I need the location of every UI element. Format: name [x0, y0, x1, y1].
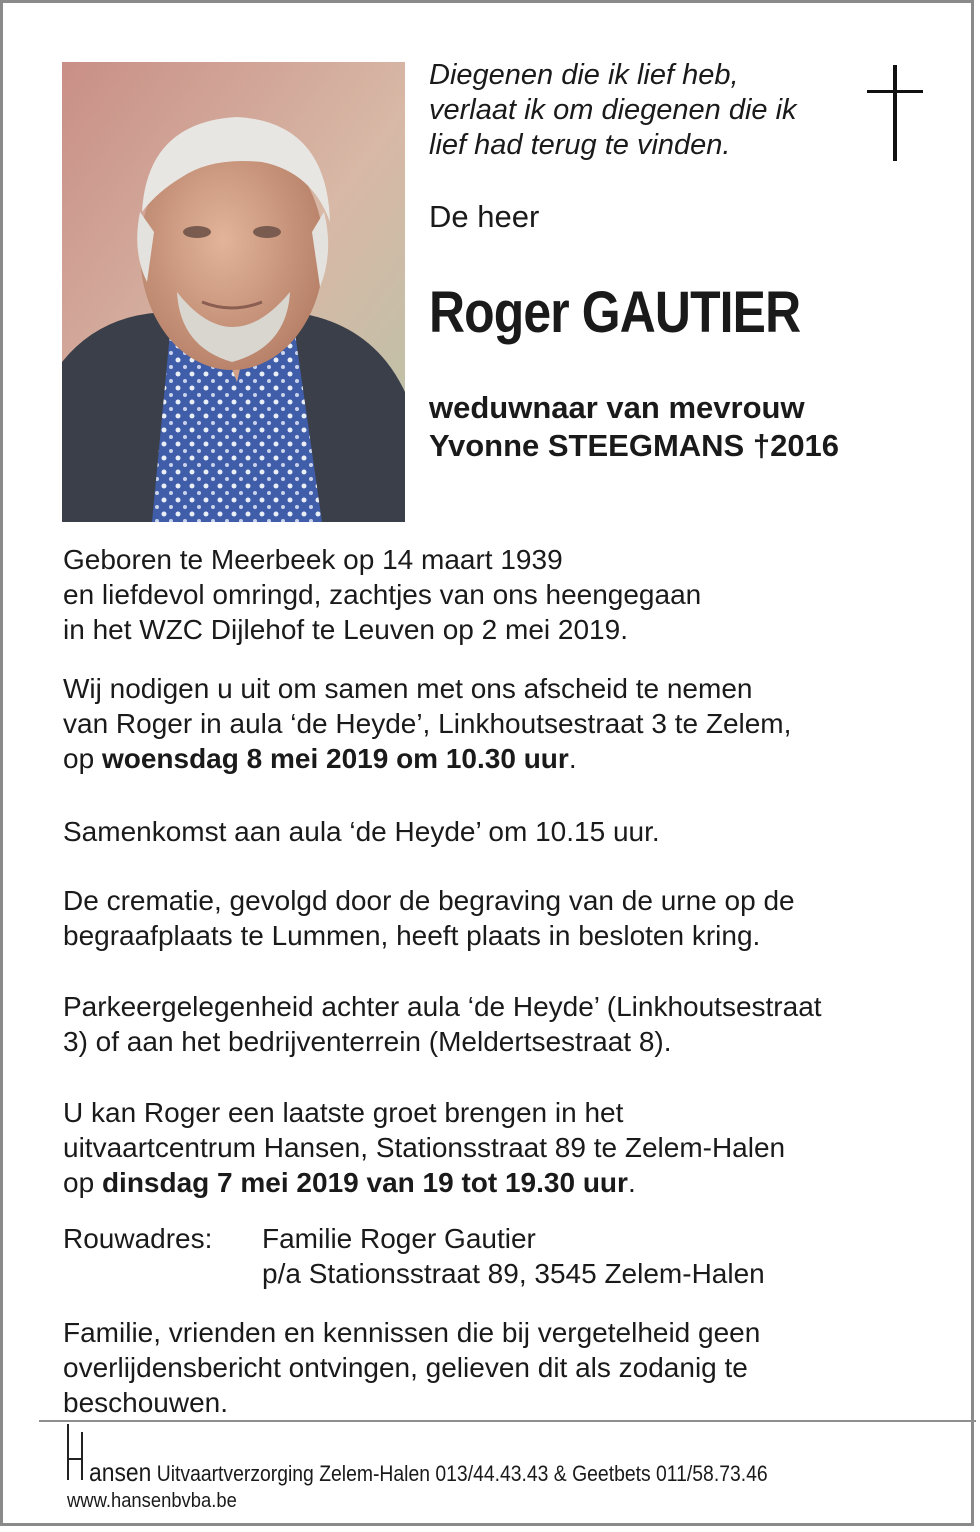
paragraph-line: Familie, vrienden en kennissen die bij vergetelheid geen: [63, 1317, 761, 1348]
farewell-datetime: woensdag 8 mei 2019 om 10.30 uur: [101, 743, 569, 774]
spouse-info: [429, 389, 839, 465]
salutation: De heer: [429, 199, 540, 234]
cremation-paragraph: [63, 883, 795, 953]
paragraph-line: Wij nodigen u uit om samen met ons afscheid te nemen: [63, 673, 753, 704]
notice-paragraph: [63, 1315, 760, 1420]
brand-name: ansen: [89, 1457, 152, 1487]
cross-icon: [867, 65, 923, 161]
paragraph-line: overlijdensbericht ontvingen, gelieven dit als zodanig te: [63, 1352, 748, 1383]
birth-death-paragraph: [63, 542, 701, 647]
paragraph-line: in het WZC Dijlehof te Leuven op 2 mei 2019.: [63, 614, 628, 645]
paragraph-line: van Roger in aula ‘de Heyde’, Linkhoutsestraat 3 te Zelem,: [63, 708, 792, 739]
spouse-line: Yvonne STEEGMANS †2016: [429, 428, 840, 463]
address-line: p/a Stationsstraat 89, 3545 Zelem-Halen: [262, 1258, 765, 1289]
paragraph-line: 3) of aan het bedrijventerrein (Meldertsestraat 8).: [63, 1026, 672, 1057]
quote-line: verlaat ik om diegenen die ik: [429, 94, 797, 126]
paragraph-line: Samenkomst aan aula ‘de Heyde’ om 10.15 uur.: [63, 816, 660, 847]
parking-paragraph: [63, 989, 822, 1059]
quote: [429, 58, 849, 163]
address-label: Rouwadres:: [63, 1223, 213, 1254]
footer-divider: [39, 1420, 976, 1422]
last-greeting-paragraph: [63, 1095, 785, 1200]
hansen-logo-icon: [65, 1424, 85, 1480]
paragraph-line: U kan Roger een laatste groet brengen in het: [63, 1097, 624, 1128]
portrait-photo: [62, 62, 405, 522]
paragraph-line: begraafplaats te Lummen, heeft plaats in besloten kring.: [63, 920, 761, 951]
paragraph-line: op dinsdag 7 mei 2019 van 19 tot 19.30 uur.: [63, 1167, 636, 1198]
website-link[interactable]: www.hansenbvba.be: [67, 1490, 237, 1512]
funeral-home-info: [89, 1457, 768, 1488]
deceased-name: Roger GAUTIER: [429, 280, 801, 345]
paragraph-line: Parkeergelegenheid achter aula ‘de Heyde’ (Linkhoutsestraat: [63, 991, 822, 1022]
gathering-paragraph: [63, 814, 660, 849]
paragraph-line: uitvaartcentrum Hansen, Stationsstraat 89 te Zelem-Halen: [63, 1132, 786, 1163]
paragraph-line: op woensdag 8 mei 2019 om 10.30 uur.: [63, 743, 577, 774]
paragraph-line: De crematie, gevolgd door de begraving van de urne op de: [63, 885, 795, 916]
farewell-invitation: [63, 671, 791, 776]
paragraph-line: Geboren te Meerbeek op 14 maart 1939: [63, 544, 563, 575]
paragraph-line: beschouwen.: [63, 1387, 229, 1418]
address-line: Familie Roger Gautier: [262, 1223, 536, 1254]
spouse-line: weduwnaar van mevrouw: [429, 390, 805, 425]
paragraph-line: en liefdevol omringd, zachtjes van ons heengegaan: [63, 579, 702, 610]
quote-line: Diegenen die ik lief heb,: [429, 59, 739, 91]
quote-line: lief had terug te vinden.: [429, 129, 731, 161]
visitation-datetime: dinsdag 7 mei 2019 van 19 tot 19.30 uur: [101, 1167, 628, 1198]
funeral-home-contacts: Uitvaartverzorging Zelem-Halen 013/44.43.43 & Geetbets 011/58.73.46: [151, 1461, 768, 1486]
